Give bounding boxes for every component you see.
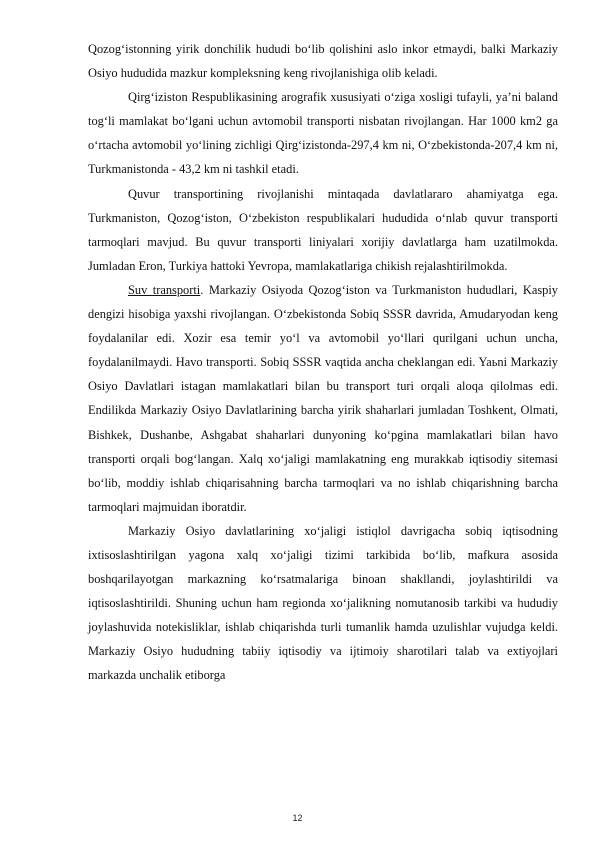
paragraph-4-lead: Suv transporti: [128, 282, 201, 297]
paragraph-1: Qozog‘istonning yirik donchilik hududi bo‘lib qolishini aslo inkor etmaydi, balki Markaziy Osiyo hududida mazkur kompleksning keng rivojlanishiga olib keladi.: [88, 42, 558, 81]
paragraph-5: Markaziy Osiyo davlatlarining xo‘jaligi istiqlol davrigacha sobiq iqtisodning ixtisoslashtirilgan yagona xalq xo‘jaligi tizimi tarkibida bo‘lib, mafkura asosida boshqarilayotgan markazning ko‘rsatmalariga binoan shakllandi, joylashtirildi va iqtisoslashtirildi. Shuning uchun ham regionda xo‘jalikning nomutanosib tarkibi va hududiy joylashuvida notekisliklar, ishlab chiqarishda turli tumanlik hamda uzulishlar vujudga keldi. Markaziy Osiyo hududning tabiiy iqtisodiy va ijtimoiy sharotilari talab va extiyojlari markazda unchalik etiborga: [88, 523, 558, 683]
page-number: 12: [292, 813, 303, 823]
paragraph-4-body: . Markaziy Osiyoda Qozog‘iston va Turkmaniston hududlari, Kaspiy dengizi hisobiga yaxshi rivojlangan. O‘zbekistonda Sobiq SSSR davrida, Amudaryodan keng foydalanilar edi. Xozir esa temir yo‘l va avtomobil yo‘llari qurilgani uchun uncha, foydalanilmaydi. Havo transporti. Sobiq SSSR vaqtida ancha cheklangan edi. Yaьni Markaziy Osiyo Davlatlari istagan mamlakatlari bilan bu transport turi orqali aloqa qilolmas edi. Endilikda Markaziy Osiyo Davlatlarining barcha yirik shaharlari jumladan Toshkent, Olmati, Bishkek, Dushanbe, Ashgabat shaharlari dunyoning ko‘pgina mamlakatlari bilan havo transporti orqali bog‘langan. Xalq xo‘jaligi mamlakatning eng murakkab iqtisodiy sitemasi bo‘lib, moddiy ishlab chiqarisahning barcha tarmoqlari va no ishlab chiqarishning barcha tarmoqlari majmuidan iboratdir.: [88, 282, 558, 514]
paragraph-4: [88, 278, 558, 519]
document-page: [88, 37, 558, 688]
paragraph-2: Qirg‘iziston Respublikasining arografik xususiyati o‘ziga xosligi tufayli, ya’ni baland tog‘li mamlakat bo‘lgani uchun avtomobil transporti nisbatan rivojlangan. Har 1000 km2 ga o‘rtacha avtomobil yo‘lining zichligi Qirg‘izistonda-297,4 km ni, O‘zbekistonda-207,4 km ni, Turkmanistonda - 43,2 km ni tashkil etadi.: [88, 90, 558, 177]
paragraph-3: Quvur transportining rivojlanishi mintaqada davlatlararo ahamiyatga ega. Turkmaniston, Qozog‘iston, O‘zbekiston respublikalari hududida o‘nlab quvur transporti tarmoqlari mavjud. Bu quvur transporti liniyalari xorijiy davlatlarga ham uzatilmokda. Jumladan Eron, Turkiya hattoki Yevropa, mamlakatlariga chikish rejalashtirilmokda.: [88, 186, 558, 273]
